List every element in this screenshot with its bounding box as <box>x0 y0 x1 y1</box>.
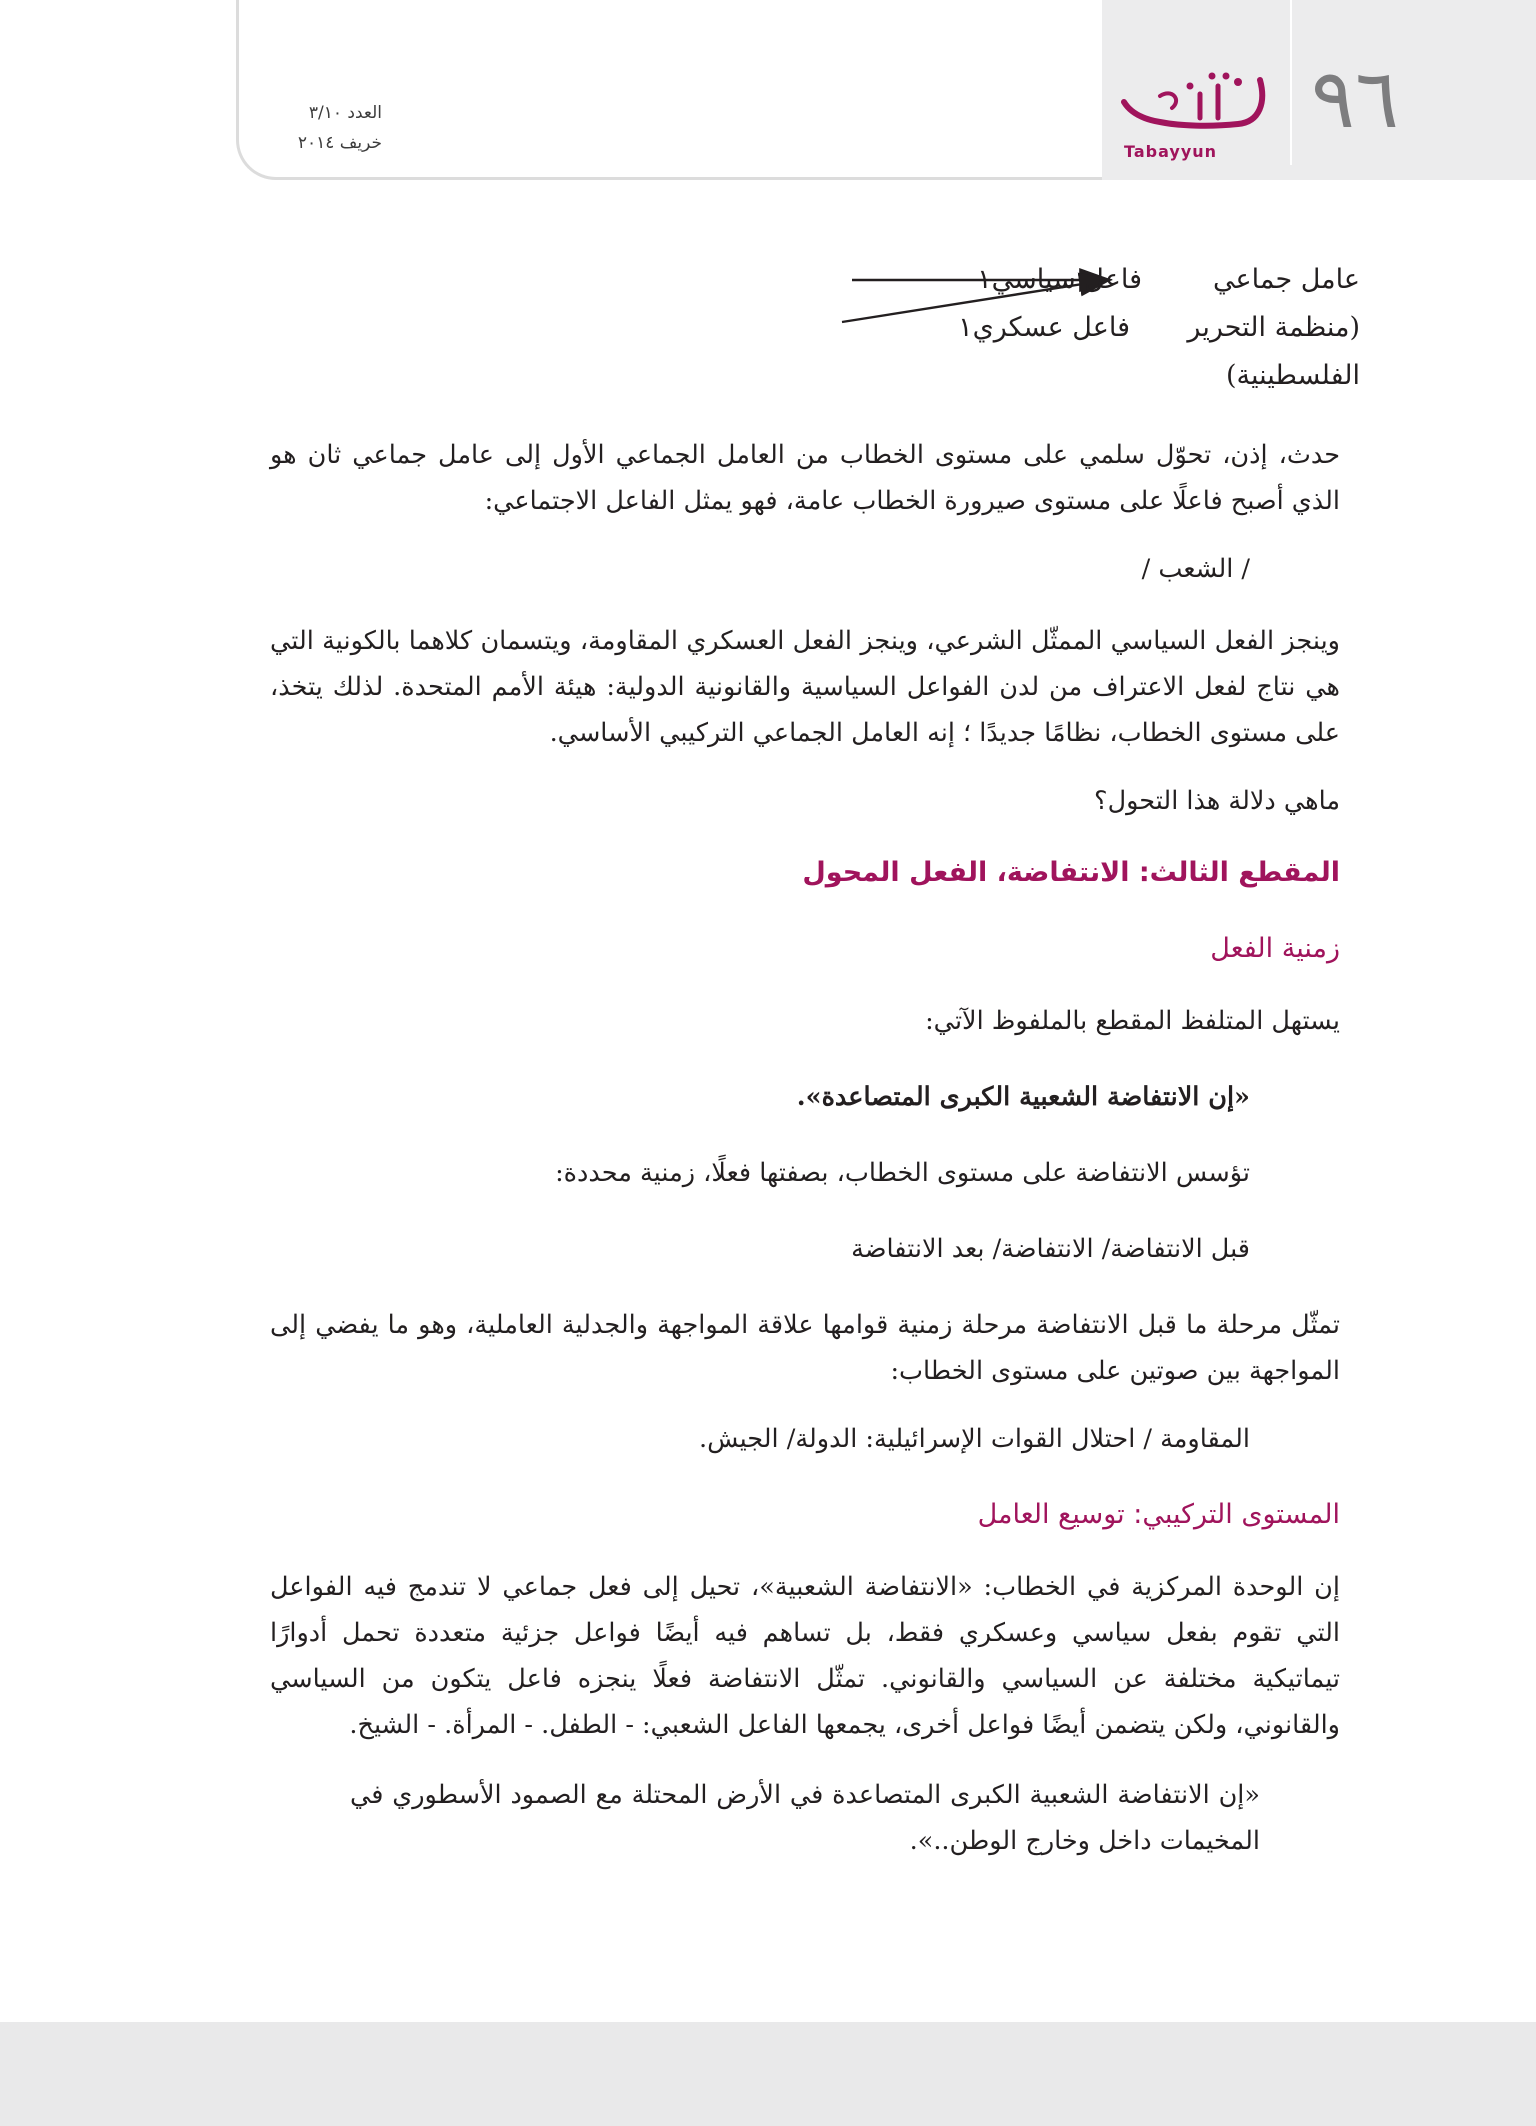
question-line: ماهي دلالة هذا التحول؟ <box>1094 786 1340 816</box>
paragraph: وينجز الفعل السياسي الممثّل الشرعي، وينجز الفعل العسكري المقاومة، ويتسمان كلاهما بالكونية التي هي نتاج لفعل الاعتراف من لدن الفواعل السياسية والقانونية الدولية: هيئة الأمم المتحدة. لذلك يتخذ، على مستوى الخطاب، نظامًا جديدًا ؛ إنه العامل الجماعي التركيبي الأساسي. <box>270 626 1340 748</box>
actor-diagram <box>660 250 1360 395</box>
political-actor: فاعل سياسي١ <box>977 264 1142 295</box>
paragraph: إن الوحدة المركزية في الخطاب: «الانتفاضة الشعبية»، تحيل إلى فعل جماعي لا تندمج فيه الفواعل التي تقوم بفعل سياسي وعسكري فقط، بل تساهم فيه أيضًا فواعل جزئية متعددة تحمل أدوارًا تيماتيكية مختلفة عن السياسي والقانوني. تمثّل الانتفاضة فعلًا ينجزه فاعل يتكون من السياسي والقانوني، ولكن يتضمن أيضًا فواعل أخرى، يجمعها الفاعل الشعبي: - الطفل. - المرأة. - الشيخ. <box>270 1572 1340 1740</box>
paragraph: تمثّل مرحلة ما قبل الانتفاضة مرحلة زمنية قوامها علاقة المواجهة والجدلية العاملية، وهو ما يفضي إلى المواجهة بين صوتين على مستوى الخطاب: <box>270 1310 1340 1386</box>
header-divider <box>1290 0 1292 165</box>
page-number: ٩٦ <box>1310 52 1400 147</box>
paragraph: حدث، إذن، تحوّل سلمي على مستوى الخطاب من العامل الجماعي الأول إلى عامل جماعي ثان هو الذي أصبح فاعلًا على مستوى صيرورة الخطاب عامة، فهو يمثل الفاعل الاجتماعي: <box>270 440 1340 516</box>
subsection-heading: زمنية الفعل <box>1210 933 1340 964</box>
issue-number: العدد ٣/١٠ <box>308 103 382 123</box>
article-body <box>270 432 1340 1864</box>
paragraph: يستهل المتلفظ المقطع بالملفوظ الآتي: <box>925 1006 1340 1036</box>
phases-line: قبل الانتفاضة/ الانتفاضة/ بعد الانتفاضة <box>851 1234 1250 1264</box>
logo-latin-text: Tabayyun <box>1124 142 1218 161</box>
journal-logo <box>1120 72 1270 164</box>
quote-line: «إن الانتفاضة الشعبية الكبرى المتصاعدة». <box>796 1082 1250 1112</box>
issue-season: خريف ٢٠١٤ <box>297 133 382 153</box>
quote-block: «إن الانتفاضة الشعبية الكبرى المتصاعدة في الأرض المحتلة مع الصمود الأسطوري في المخيمات داخل وخارج الوطن..». <box>350 1780 1260 1856</box>
logo-mark-icon <box>1120 72 1270 134</box>
confrontation-line: المقاومة / احتلال القوات الإسرائيلية: الدولة/ الجيش. <box>699 1424 1250 1454</box>
section-heading: المقطع الثالث: الانتفاضة، الفعل المحول <box>802 857 1340 888</box>
military-actor: فاعل عسكري١ <box>958 312 1130 343</box>
footer-band <box>0 2022 1536 2126</box>
collective-actor <box>1187 256 1360 400</box>
collective-actor-line: عامل جماعي <box>1213 264 1360 295</box>
collective-actor-line: (منظمة التحرير <box>1187 312 1360 343</box>
paragraph: تؤسس الانتفاضة على مستوى الخطاب، بصفتها فعلًا، زمنية محددة: <box>555 1158 1250 1188</box>
collective-actor-line: الفلسطينية) <box>1225 360 1360 391</box>
people-line: / الشعب / <box>1141 554 1250 584</box>
issue-info <box>262 98 382 158</box>
subsection-heading: المستوى التركيبي: توسيع العامل <box>977 1499 1340 1530</box>
